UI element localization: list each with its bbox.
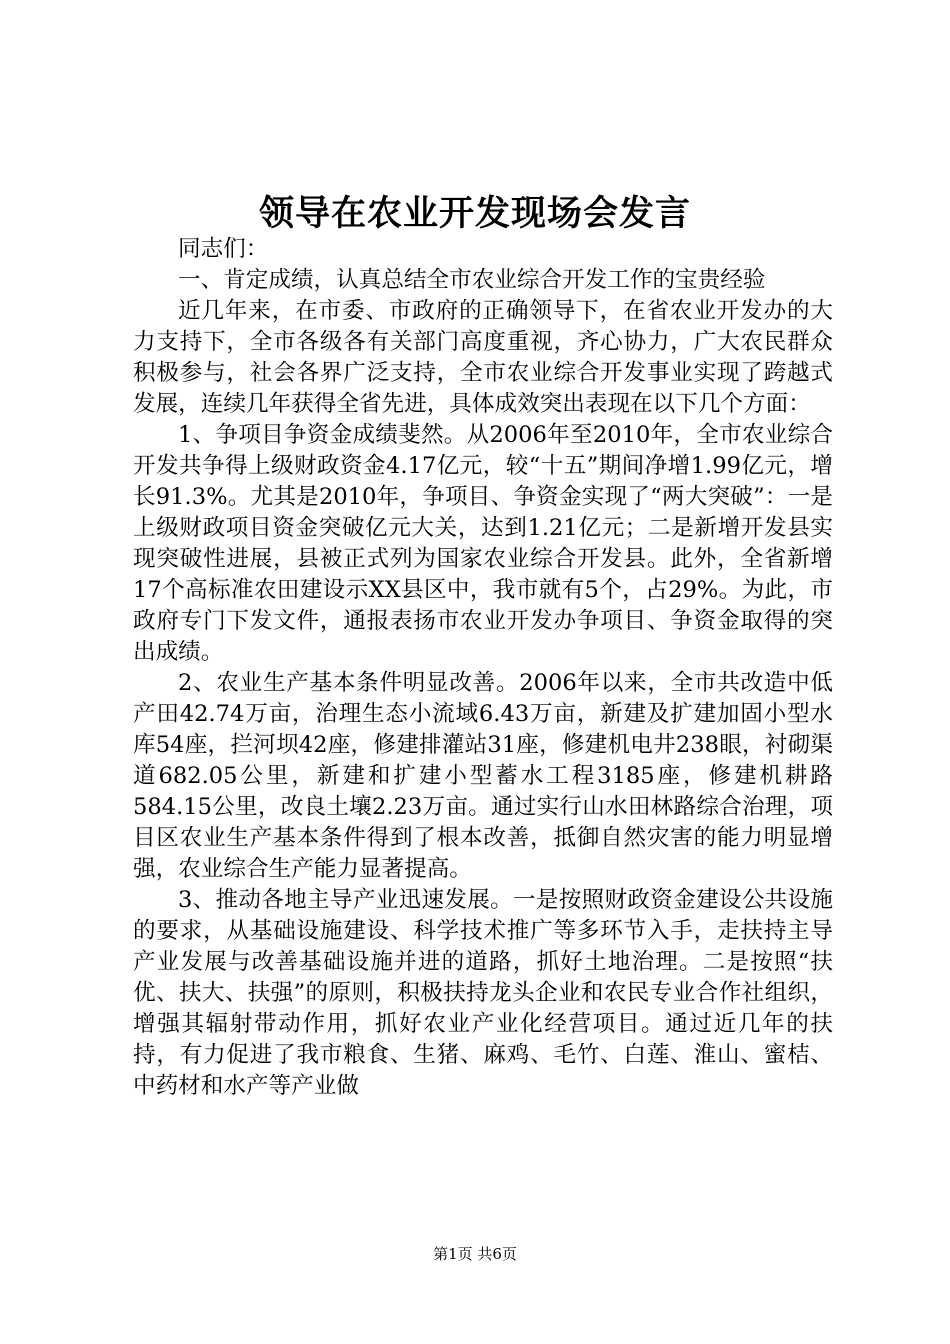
point-3-paragraph: 3、推动各地主导产业迅速发展。一是按照财政资金建设公共设施的要求，从基础设施建设、科学技术推广等多环节入手，走扶持主导产业发展与改善基础设施并进的道路，抓好土地治理。二是按照“扶优、扶大、扶强”的原则，积极扶持龙头企业和农民专业合作社组织，增强其辐射带动作用，抓好农业产业化经营项目。通过近几年的扶持，有力促进了我市粮食、生猪、麻鸡、毛竹、白莲、淮山、蜜桔、中药材和水产等产业做 (133, 887, 833, 1099)
page-number-footer: 第1页 共6页 (433, 1245, 517, 1263)
document-title: 领导在农业开发现场会发言 (258, 193, 691, 234)
point-1-paragraph: 1、争项目争资金成绩斐然。从2006年至2010年，全市农业综合开发共争得上级财政资金4.17亿元，较“十五”期间净增1.99亿元，增长91.3%。尤其是2010年，争项目、争资金实现了“两大突破”：一是上级财政项目资金突破亿元大关，达到1.21亿元；二是新增开发县实现突破性进展，县被正式列为国家农业综合开发县。此外，全省新增17个高标准农田建设示XX县区中，我市就有5个，占29%。为此，市政府专门下发文件，通报表扬市农业开发办争项目、争资金取得的突出成绩。 (133, 422, 833, 665)
point-2-paragraph: 2、农业生产基本条件明显改善。2006年以来，全市共改造中低产田42.74万亩，治理生态小流域6.43万亩，新建及扩建加固小型水库54座，拦河坝42座，修建排灌站31座，修建机电井238眼，衬砌渠道682.05公里，新建和扩建小型蓄水工程3185座，修建机耕路584.15公里，改良土壤2.23万亩。通过实行山水田林路综合治理，项目区农业生产基本条件得到了根本改善，抵御自然灾害的能力明显增强，农业综合生产能力显著提高。 (133, 670, 833, 882)
document-body (133, 234, 833, 1102)
intro-paragraph: 近几年来，在市委、市政府的正确领导下，在省农业开发办的大力支持下，全市各级各有关部门高度重视，齐心协力，广大农民群众积极参与，社会各界广泛支持，全市农业综合开发事业实现了跨越式发展，连续几年获得全省先进，具体成效突出表现在以下几个方面： (133, 298, 833, 417)
section-heading-paragraph: 一、肯定成绩，认真总结全市农业综合开发工作的宝贵经验 (178, 267, 766, 293)
salutation-paragraph: 同志们： (178, 236, 269, 262)
